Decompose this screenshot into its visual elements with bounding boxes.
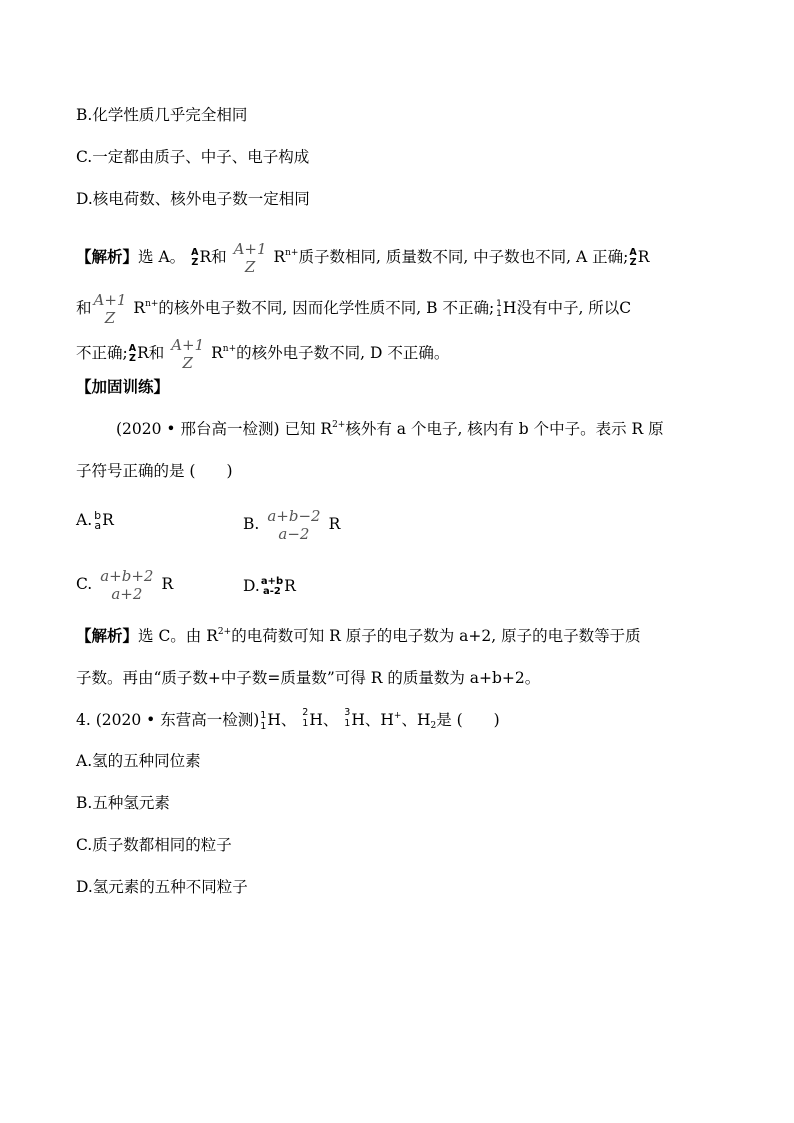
practice-stem-line-2: 子符号正确的是 ( ) <box>76 462 233 480</box>
practice-option-c: C. a+b+2 a+2 R <box>76 567 174 603</box>
isotope-symbol: 1 1 <box>260 710 267 732</box>
isotope-symbol: A Z <box>128 343 137 364</box>
analysis-line-2: 和 A+1 Z $R^{n+}$的核外电子数不同, 因而化学性质不同, B 不正确; 1 1 H没有中子, 所以C <box>76 291 632 327</box>
nuclide-notation: a+b a-2 <box>260 576 284 597</box>
question-4-option-c: C.质子数都相同的粒子 <box>76 836 232 854</box>
question-4-option-d: D.氢元素的五种不同粒子 <box>76 878 248 896</box>
analysis-line-1: 【解析】选 A。 A Z R和 A+1 Z $R^{n+}$质子数相同, 质量数不同, 中子数也不同, A 正确; A Z R <box>76 240 650 276</box>
isotope-symbol: 1 1 <box>496 299 502 319</box>
option-b: B.化学性质几乎完全相同 <box>76 106 248 124</box>
question-4-option-b: B.五种氢元素 <box>76 794 170 812</box>
isotope-symbol: A Z <box>191 247 199 268</box>
practice-option-a: A. b a R <box>76 509 114 532</box>
nuclide-notation: b a <box>94 509 102 532</box>
mass-number-fraction: A+1 Z <box>233 240 267 276</box>
nuclide-notation: a+b+2 a+2 <box>100 567 154 603</box>
nuclide-notation: a+b−2 a−2 <box>267 507 321 543</box>
mass-number-fraction: A+1 Z <box>93 291 127 327</box>
analysis-tag: 【解析】 <box>76 248 139 266</box>
analysis2-line-2: 子数。再由“质子数+中子数=质量数”可得 R 的质量数为 a+b+2。 <box>76 669 541 687</box>
question-4-option-a: A.氢的五种同位素 <box>76 752 201 770</box>
practice-option-d: D. a+b a-2 R <box>243 576 296 597</box>
mass-number-fraction: A+1 Z <box>171 336 205 372</box>
option-c: C.一定都由质子、中子、电子构成 <box>76 148 310 166</box>
practice-option-b: B. a+b−2 a−2 R <box>243 507 341 543</box>
isotope-symbol: 3 1 <box>344 707 351 729</box>
analysis-line-3: 不正确; A Z R和 A+1 Z $R^{n+}$的核外电子数不同, D 不正确。 <box>76 336 450 372</box>
isotope-symbol: A Z <box>629 247 637 268</box>
practice-stem-line-1: (2020 • 邢台高一检测) 已知 $R^{2+}$核外有 a 个电子, 核内有 b 个中子。表示 R 原 <box>116 420 664 438</box>
analysis-tag: 【解析】 <box>76 627 139 645</box>
analysis2-line-1: 【解析】选 C。由 $R^{2+}$的电荷数可知 R 原子的电子数为 a+2, 原子的电子数等于质 <box>76 627 641 645</box>
option-d: D.核电荷数、核外电子数一定相同 <box>76 190 310 208</box>
question-4-stem: 4. (2020 • 东营高一检测) 1 1 H、 2 1 H、 3 1 H、H+、$H_2$是 ( ) <box>76 707 500 732</box>
isotope-symbol: 2 1 <box>302 707 309 729</box>
training-heading: 【加固训练】 <box>76 378 170 396</box>
